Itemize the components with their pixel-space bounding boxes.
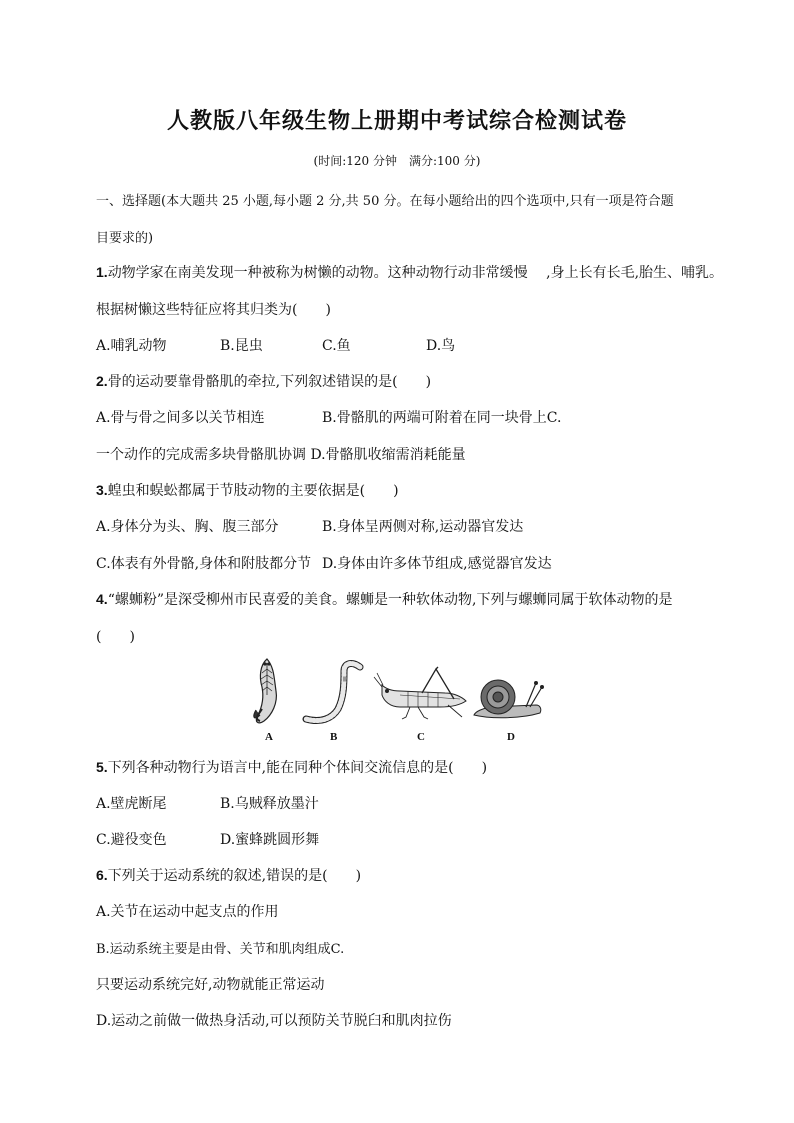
question-number: 5.: [96, 759, 108, 775]
question-6-stem: [96, 865, 361, 885]
grasshopper-icon: [374, 667, 466, 719]
q4-figure: [240, 655, 550, 745]
question-number: 1.: [96, 264, 108, 280]
section-heading-cont: 目要求的): [96, 231, 154, 246]
question-2-stem: [96, 371, 431, 391]
question-number: 4.: [96, 591, 108, 607]
figure-label-d: D: [507, 731, 515, 743]
figure-label-b: B: [330, 731, 338, 743]
option-d: D.蜜蜂跳圆形舞: [220, 832, 320, 848]
question-1-stem: [96, 262, 723, 282]
question-text: 动物学家在南美发现一种被称为树懒的动物。这种动物行动非常缓慢 ,身上长有长毛,胎生、哺乳。: [107, 265, 724, 281]
option-d: D.身体由许多体节组成,感觉器官发达: [322, 556, 552, 572]
option-b: B.昆虫: [220, 338, 263, 354]
question-number: 2.: [96, 373, 108, 389]
option-b: B.骨骼肌的两端可附着在同一块骨上C.: [322, 410, 562, 426]
section-heading: 一、选择题(本大题共 25 小题,每小题 2 分,共 50 分。在每小题给出的四个选项中,只有一项是符合题: [96, 194, 674, 209]
option-d: D.运动之前做一做热身活动,可以预防关节脱臼和肌肉拉伤: [96, 1013, 452, 1029]
option-c: 只要运动系统完好,动物就能正常运动: [96, 977, 325, 993]
figure-label-c: C: [417, 731, 425, 743]
question-text: 下列各种动物行为语言中,能在同种个体间交流信息的是( ): [107, 760, 488, 776]
option-a: A.壁虎断尾: [96, 796, 167, 812]
option-c-d: 一个动作的完成需多块骨骼肌协调 D.骨骼肌收缩需消耗能量: [96, 447, 466, 463]
option-a: A.骨与骨之间多以关节相连: [96, 410, 265, 426]
option-b: B.乌贼释放墨汁: [220, 796, 319, 812]
option-a: A.哺乳动物: [96, 338, 167, 354]
earthworm-icon: [306, 664, 360, 721]
question-text: 骨的运动要靠骨骼肌的牵拉,下列叙述错误的是( ): [107, 374, 432, 390]
page-title: 人教版八年级生物上册期中考试综合检测试卷: [166, 109, 627, 134]
snail-icon: [474, 680, 544, 718]
option-c: C.鱼: [322, 338, 351, 354]
exam-info: (时间:120 分钟 满分:100 分): [313, 154, 481, 168]
option-c: C.体表有外骨骼,身体和附肢都分节: [96, 556, 312, 572]
question-1-stem-cont: 根据树懒这些特征应将其归类为( ): [96, 302, 331, 318]
question-number: 6.: [96, 867, 108, 883]
question-4-stem-cont: ( ): [96, 629, 135, 645]
question-text: 下列关于运动系统的叙述,错误的是( ): [107, 868, 362, 884]
option-b: B.身体呈两侧对称,运动器官发达: [322, 519, 524, 535]
question-3-stem: [96, 480, 399, 500]
option-a: A.关节在运动中起支点的作用: [96, 904, 279, 920]
option-a: A.身体分为头、胸、腹三部分: [96, 519, 279, 535]
question-5-stem: [96, 757, 487, 777]
figure-label-a: A: [265, 731, 273, 743]
option-b: B.运动系统主要是由骨、关节和肌肉组成C.: [96, 942, 345, 957]
planarian-icon: [254, 659, 276, 723]
option-d: D.鸟: [426, 338, 456, 354]
question-4-stem: [96, 589, 672, 609]
question-number: 3.: [96, 482, 108, 498]
option-c: C.避役变色: [96, 832, 167, 848]
question-text: “螺蛳粉”是深受柳州市民喜爱的美食。螺蛳是一种软体动物,下列与螺蛳同属于软体动物的是: [107, 592, 673, 608]
question-text: 蝗虫和蜈蚣都属于节肢动物的主要依据是( ): [107, 483, 399, 499]
